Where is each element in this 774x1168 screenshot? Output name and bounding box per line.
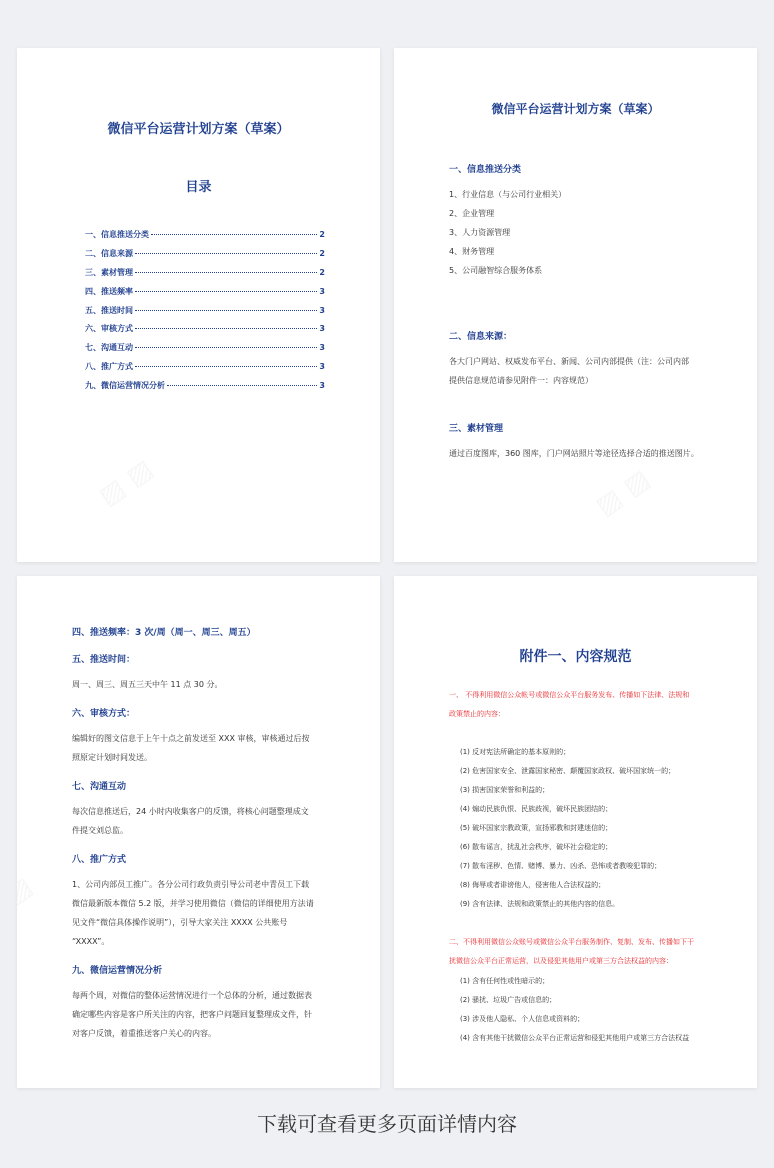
- section-heading: 三、素材管理: [449, 424, 504, 434]
- toc-row[interactable]: [85, 361, 325, 380]
- toc-row[interactable]: [85, 248, 325, 267]
- toc-page: 3: [319, 381, 325, 391]
- toc-label: 七、沟通互动: [85, 343, 133, 353]
- document-title: 微信平台运营计划方案（草案）: [107, 122, 290, 137]
- rule-item: (7) 散布淫秽、色情、赌博、暴力、凶杀、恐怖或者教唆犯罪的；: [460, 862, 662, 870]
- section-heading: 九、微信运营情况分析: [72, 966, 163, 976]
- paragraph-line: 提供信息规范请参见附件一：内容规范）: [449, 376, 593, 385]
- paragraph-line: 每两个周，对微信的整体运营情况进行一个总体的分析，通过数据表: [72, 991, 312, 1000]
- rule-item: (2) 骚扰、垃圾广告或信息的；: [460, 996, 557, 1004]
- toc-leader-dots: [135, 310, 317, 311]
- rule-item: (6) 散布谣言，扰乱社会秩序，破坏社会稳定的；: [460, 843, 613, 851]
- paragraph-line: 微信最新版本微信 5.2 版，并学习使用微信（微信的详细使用方法请: [72, 899, 314, 908]
- section-heading: 五、推送时间：: [72, 655, 136, 665]
- watermark: [591, 464, 656, 522]
- toc-page: 2: [319, 248, 325, 258]
- paragraph-line: 周一、周三、周五三天中午 11 点 30 分。: [72, 680, 223, 689]
- list-item: 2、企业管理: [449, 209, 495, 218]
- list-item: 5、公司融智综合服务体系: [449, 266, 543, 275]
- list-item: 4、财务管理: [449, 247, 495, 256]
- page-1-table-of-contents: [17, 48, 380, 562]
- rule-item: (3) 损害国家荣誉和利益的；: [460, 786, 550, 794]
- toc-leader-dots: [135, 253, 317, 254]
- toc-page: 3: [319, 362, 325, 372]
- toc-row[interactable]: [85, 267, 325, 286]
- page-2-sections-1-3: [394, 48, 757, 562]
- toc-label: 三、素材管理: [85, 267, 133, 277]
- section-heading: 一、信息推送分类: [449, 165, 522, 175]
- paragraph-line: 照原定计划时间发送。: [72, 753, 152, 762]
- rule-item: (9) 含有法律、法规和政策禁止的其他内容的信息。: [460, 900, 620, 908]
- appendix-title: 附件一、内容规范: [519, 649, 632, 665]
- rule-item: (4) 含有其他干扰微信公众平台正常运营和侵犯其他用户或第三方合法权益: [460, 1034, 690, 1042]
- section-heading: 二、信息来源：: [449, 332, 513, 342]
- toc-label: 八、推广方式: [85, 362, 133, 372]
- paragraph-line: 每次信息推送后，24 小时内收集客户的反馈，将核心问题整理成文: [72, 807, 309, 816]
- paragraph-line: “XXXX”。: [72, 937, 110, 946]
- toc-label: 六、审核方式: [85, 324, 133, 334]
- rule-heading: 扰微信公众平台正常运营，以及侵犯其他用户或第三方合法权益的内容：: [449, 957, 673, 965]
- rule-heading: 政策禁止的内容：: [449, 710, 505, 718]
- paragraph-line: 见文件“微信具体操作说明”），引导大家关注 XXXX 公共账号: [72, 918, 288, 927]
- page-3-sections-4-9: [17, 576, 380, 1088]
- paragraph-line: 各大门户网站、权威发布平台、新闻、公司内部提供（注：公司内部: [449, 357, 689, 366]
- toc-leader-dots: [135, 347, 317, 348]
- paragraph-line: 1、公司内部员工推广。各分公司行政负责引导公司老中青员工下载: [72, 880, 310, 889]
- paragraph-line: 编辑好的图文信息于上午十点之前发送至 XXX 审核，审核通过后按: [72, 734, 310, 743]
- toc-row[interactable]: [85, 229, 325, 248]
- toc-leader-dots: [151, 234, 317, 235]
- document-title: 微信平台运营计划方案（草案）: [491, 102, 660, 116]
- toc-row[interactable]: [85, 323, 325, 342]
- paragraph-line: 通过百度图库，360 图库，门户网站照片等途径选择合适的推送图片。: [449, 449, 699, 458]
- section-heading: 八、推广方式: [72, 855, 127, 865]
- toc-page: 2: [319, 267, 325, 277]
- toc-leader-dots: [167, 385, 317, 386]
- paragraph-line: 件提交刘总监。: [72, 826, 128, 835]
- rule-item: (1) 反对宪法所确定的基本原则的；: [460, 748, 571, 756]
- toc-leader-dots: [135, 272, 317, 273]
- toc-leader-dots: [135, 366, 317, 367]
- rule-item: (1) 含有任何性或性暗示的；: [460, 977, 550, 985]
- list-item: 1、行业信息（与公司行业相关）: [449, 190, 567, 199]
- toc-row[interactable]: [85, 305, 325, 324]
- toc-page: 3: [319, 324, 325, 334]
- toc-row[interactable]: [85, 380, 325, 399]
- section-heading: 六、审核方式：: [72, 709, 136, 719]
- toc-label: 九、微信运营情况分析: [85, 381, 165, 391]
- rule-heading: 一、 不得利用微信公众帐号或微信公众平台服务发布、传播如下法律、法规和: [449, 691, 690, 699]
- toc-page: 3: [319, 305, 325, 315]
- rule-item: (5) 破坏国家宗教政策，宣扬邪教和封建迷信的；: [460, 824, 613, 832]
- paragraph-line: 确定哪些内容是客户所关注的内容，把客户问题回复整理成文件，针: [72, 1010, 312, 1019]
- footer-caption: 下载可查看更多页面详情内容: [257, 1112, 517, 1136]
- toc-label: 二、信息来源: [85, 248, 133, 258]
- toc-row[interactable]: [85, 342, 325, 361]
- rule-heading: 二、不得利用微信公众账号或微信公众平台服务制作、复制、发布、传播如下干: [449, 938, 694, 946]
- toc-label: 一、信息推送分类: [85, 230, 149, 239]
- table-of-contents: [85, 229, 325, 399]
- toc-leader-dots: [135, 328, 317, 329]
- rule-item: (2) 危害国家安全、泄露国家秘密、颠覆国家政权、破坏国家统一的；: [460, 767, 676, 775]
- watermark: [94, 454, 159, 512]
- toc-page: 3: [319, 343, 325, 353]
- rule-item: (8) 侮辱或者诽谤他人，侵害他人合法权益的；: [460, 881, 606, 889]
- toc-label: 四、推送频率: [85, 286, 133, 296]
- rule-item: (4) 煽动民族仇恨、民族歧视，破坏民族团结的；: [460, 805, 613, 813]
- section-heading: 四、推送频率：3 次/周（周一、周三、周五）: [72, 628, 256, 638]
- page-4-appendix: [394, 576, 757, 1088]
- toc-label: 五、推送时间: [85, 305, 133, 315]
- section-heading: 七、沟通互动: [72, 782, 127, 792]
- rule-item: (3) 涉及他人隐私、个人信息或资料的；: [460, 1015, 585, 1023]
- toc-page: 2: [319, 230, 325, 239]
- toc-title: 目录: [185, 180, 212, 195]
- toc-page: 3: [319, 286, 325, 296]
- list-item: 3、人力资源管理: [449, 228, 511, 237]
- toc-row[interactable]: [85, 286, 325, 305]
- paragraph-line: 对客户反馈，着重推送客户关心的内容。: [72, 1029, 216, 1038]
- watermark: [17, 872, 38, 911]
- toc-leader-dots: [135, 291, 317, 292]
